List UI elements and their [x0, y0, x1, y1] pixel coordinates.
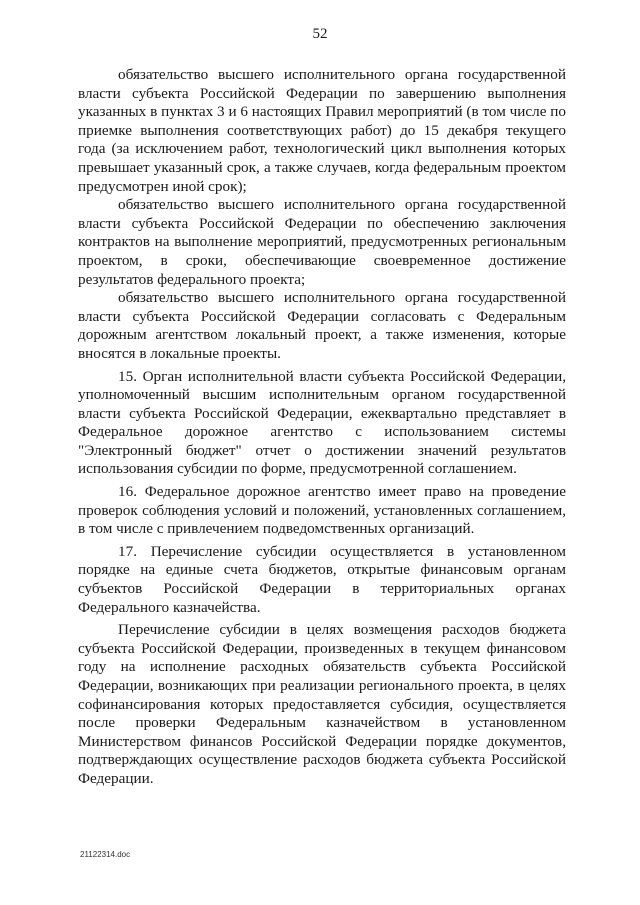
paragraph-reimbursement-transfer: Перечисление субсидии в целях возмещения расходов бюджета субъекта Российской Федерации, произведенных в текущем финансовом году на исполнение расходных обязательств субъекта Российской Федерации, возникающих при реализации регионального проекта, в целях софинансирования которых предоставляется субсидия, осуществляется после проверки Федеральным казначейством в установленном Министерством финансов Российской Федерации порядке документов, подтверждающих осуществление расходов бюджета субъекта Российской Федерации.	[78, 621, 566, 787]
paragraph-completion-obligation: обязательство высшего исполнительного органа государственной власти субъекта Российской Федерации по завершению выполнения указанных в пунктах 3 и 6 настоящих Правил мероприятий (в том числе по приемке выполнения соответствующих работ) до 15 декабря текущего года (за исключением работ, технологический цикл выполнения которых превышает указанный срок, а также случаев, когда федеральным проектом предусмотрен иной срок);	[78, 66, 566, 195]
paragraph-17-transfer: 17. Перечисление субсидии осуществляется в установленном порядке на единые счета бюджетов, открытые финансовым органам субъектов Российской Федерации в территориальных органах Федерального казначейства.	[78, 542, 566, 616]
document-body	[78, 66, 566, 789]
page-number: 52	[312, 26, 328, 42]
document-footer: 21122314.doc	[80, 850, 131, 859]
paragraph-local-project-obligation: обязательство высшего исполнительного органа государственной власти субъекта Российской Федерации согласовать с Федеральным дорожным агентством локальный проект, а также изменения, которые вносятся в локальные проекты.	[78, 289, 566, 362]
paragraph-15-reporting: 15. Орган исполнительной власти субъекта Российской Федерации, уполномоченный высшим исполнительным органом государственной власти субъекта Российской Федерации, ежеквартально представляет в Федеральное дорожное агентство с использованием системы "Электронный бюджет" отчет о достижении значений результатов использования субсидии по форме, предусмотренной соглашением.	[78, 367, 566, 478]
paragraph-contracts-obligation: обязательство высшего исполнительного органа государственной власти субъекта Российской Федерации по обеспечению заключения контрактов на выполнение мероприятий, предусмотренных региональным проектом, в сроки, обеспечивающие своевременное достижение результатов федерального проекта;	[78, 196, 566, 288]
paragraph-16-inspections: 16. Федеральное дорожное агентство имеет право на проведение проверок соблюдения условий и положений, установленных соглашением, в том числе с привлечением подведомственных организаций.	[78, 483, 566, 538]
